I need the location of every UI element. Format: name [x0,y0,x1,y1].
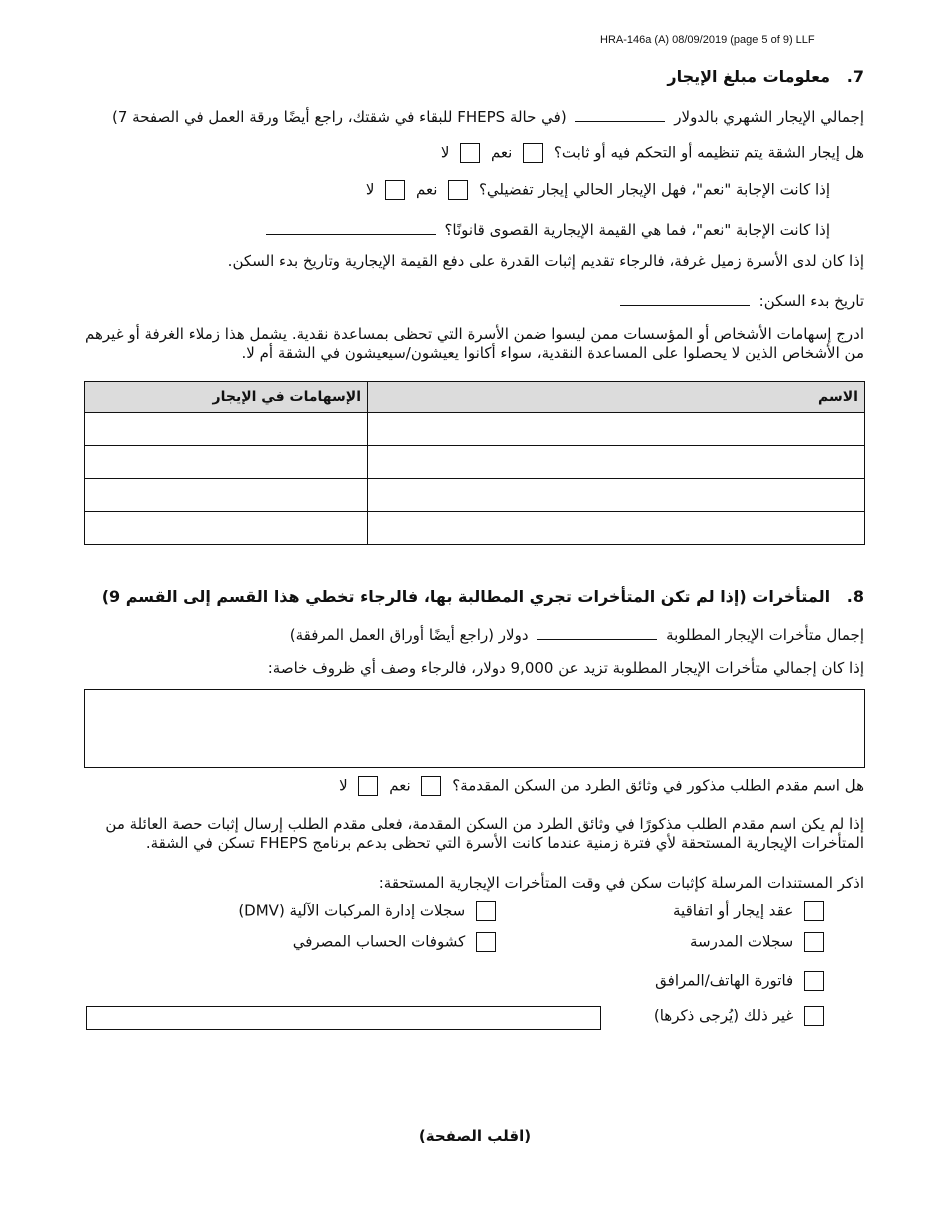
doc-option-bank [293,932,502,952]
docs-label: اذكر المستندات المرسلة كإثبات سكن في وقت المتأخرات الإيجارية المستحقة: [378,874,864,892]
preferential-no-checkbox[interactable] [385,180,405,200]
dmv-label: سجلات إدارة المركبات الآلية (DMV) [238,901,466,920]
regulated-yes-label: نعم [490,143,513,162]
table-header-row [85,382,865,413]
name-cell[interactable] [368,512,865,545]
regulated-no-checkbox[interactable] [460,143,480,163]
preferential-question: إذا كانت الإجابة "نعم"، فهل الإيجار الحالي إيجار تفضيلي؟ [478,180,830,199]
legal-max-question: إذا كانت الإجابة "نعم"، فما هي القيمة الإيجارية القصوى قانونًا؟ [444,221,830,239]
other-checkbox[interactable] [804,1006,824,1026]
total-arrears-note: دولار (راجع أيضًا أوراق العمل المرفقة) [289,626,529,644]
monthly-rent-label: إجمالي الإيجار الشهري بالدولار [674,108,864,126]
turn-page-note: (اقلب الصفحة) [418,1127,532,1145]
regulated-question-line [441,143,864,163]
contribution-cell[interactable] [85,446,368,479]
bank-checkbox[interactable] [476,932,496,952]
over-9000-note: إذا كان إجمالي متأخرات الإيجار المطلوبة تزيد عن 9,000 دولار، فالرجاء وصف أي ظروف خاصة: [267,659,864,677]
name-cell[interactable] [368,413,865,446]
contribution-cell[interactable] [85,512,368,545]
other-specify-field[interactable] [86,1006,601,1030]
preferential-question-line [366,180,830,200]
column-name-header: الاسم [368,382,865,413]
section-7-title: معلومات مبلغ الإيجار [667,67,831,86]
total-arrears-line [290,625,864,644]
regulated-no-label: لا [440,143,450,162]
total-arrears-field[interactable] [537,625,657,640]
dmv-checkbox[interactable] [476,901,496,921]
named-no-checkbox[interactable] [358,776,378,796]
contributions-note: ادرج إسهامات الأشخاص أو المؤسسات ممن ليسوا ضمن الأسرة التي تحظى بمساعدة نقدية. يشمل هذا زملاء الغرفة أو غيرهم من الأشخاص الذين لا يحصلوا على المساعدة النقدية، سواء أكانوا يعيشون/سيعيشون في الشقة أم لا. [85,325,864,362]
name-cell[interactable] [368,479,865,512]
monthly-rent-note: (في حالة FHEPS للبقاء في شقتك، راجع أيضًا ورقة العمل في الصفحة 7) [111,108,567,126]
bank-label: كشوفات الحساب المصرفي [292,932,466,951]
monthly-rent-line [112,107,864,126]
name-cell[interactable] [368,446,865,479]
contribution-cell[interactable] [85,479,368,512]
utility-label: فاتورة الهاتف/المرافق [655,971,794,990]
table-row [85,479,865,512]
school-label: سجلات المدرسة [689,932,794,951]
contribution-cell[interactable] [85,413,368,446]
school-checkbox[interactable] [804,932,824,952]
total-arrears-label: إجمال متأخرات الإيجار المطلوبة [666,626,864,644]
doc-option-utility [655,971,830,991]
lease-checkbox[interactable] [804,901,824,921]
table-row [85,413,865,446]
legal-max-line [262,220,830,239]
named-yes-label: نعم [389,776,411,795]
preferential-yes-label: نعم [415,180,438,199]
monthly-rent-field[interactable] [575,107,665,122]
preferential-yes-checkbox[interactable] [448,180,468,200]
contributions-table [84,381,865,545]
doc-option-other [654,1006,830,1026]
doc-option-school [690,932,830,952]
named-no-label: لا [339,776,348,795]
section-7-number: 7. [846,67,864,86]
lease-label: عقد إيجار أو اتفاقية [673,901,794,920]
named-yes-checkbox[interactable] [421,776,441,796]
move-in-label: تاريخ بدء السكن: [758,292,864,310]
roommate-note: إذا كان لدى الأسرة زميل غرفة، فالرجاء تقديم إثبات القدرة على دفع القيمة الإيجارية وتاريخ بدء السكن. [227,252,864,270]
section-7-heading [667,67,864,86]
preferential-no-label: لا [365,180,375,199]
special-circumstances-textarea[interactable] [84,689,865,768]
section-8-title: المتأخرات (إذا لم تكن المتأخرات تجري المطالبة بها، فالرجاء تخطي هذا القسم إلى القسم 9) [101,587,831,606]
applicant-named-line [339,776,864,796]
utility-checkbox[interactable] [804,971,824,991]
regulated-question: هل إيجار الشقة يتم تنظيمه أو التحكم فيه أو ثابت؟ [553,143,864,162]
move-in-date-field[interactable] [620,291,750,306]
legal-max-field[interactable] [266,220,436,235]
other-label: غير ذلك (يُرجى ذكرها) [653,1006,794,1025]
doc-option-dmv [238,901,502,921]
doc-option-lease [673,901,830,921]
table-row [85,446,865,479]
section-8-number: 8. [846,587,864,606]
move-in-line [616,291,864,310]
regulated-yes-checkbox[interactable] [523,143,543,163]
not-named-note: إذا لم يكن اسم مقدم الطلب مذكورًا في وثائق الطرد من السكن المقدمة، فعلى مقدم الطلب إرسال إثبات حصة العائلة من المتأخرات الإيجارية المستحقة لأي فترة زمنية عندما كانت الأسرة التي تحظى بدعم برنامج FHEPS تسكن في الشقة. [105,815,864,852]
table-row [85,512,865,545]
applicant-named-question: هل اسم مقدم الطلب مذكور في وثائق الطرد من السكن المقدمة؟ [452,776,864,795]
form-id: HRA-146a (A) 08/09/2019 (page 5 of 9) LLF [600,34,815,46]
section-8-heading [102,587,864,606]
column-contribution-header: الإسهامات في الإيجار [85,382,368,413]
